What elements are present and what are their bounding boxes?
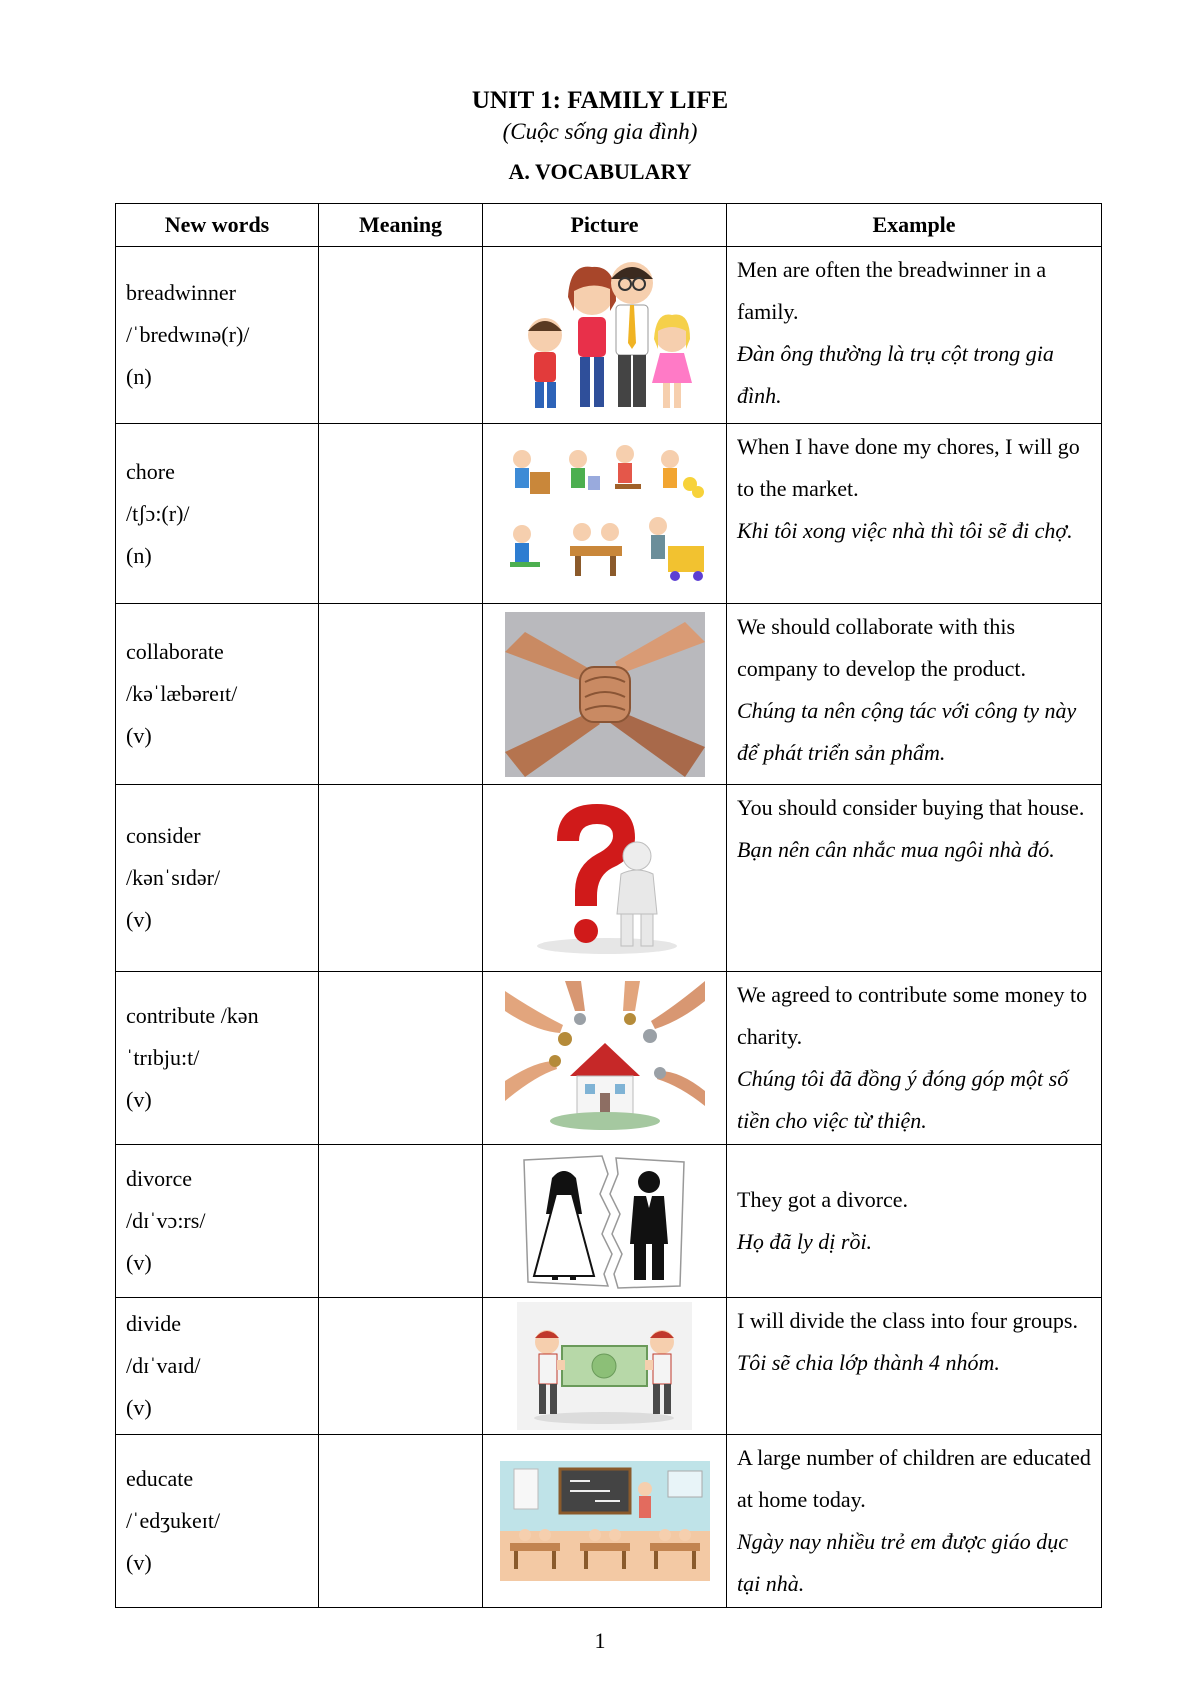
example-cell [727,604,1102,785]
table-row [116,1145,1102,1298]
example-cell [727,972,1102,1145]
table-row [116,604,1102,785]
meaning-cell [319,972,483,1145]
part-of-speech: (v) [126,1395,152,1420]
example-english: They got a divorce. [737,1187,909,1212]
kids-doing-chores-illustration [500,434,710,594]
example-vietnamese: Khi tôi xong việc nhà thì tôi sẽ đi chợ. [737,518,1073,543]
word: consider [126,823,201,848]
meaning-cell [319,424,483,604]
ipa: /kənˈsɪdər/ [126,865,221,890]
page-number: 1 [594,1628,606,1653]
example-english: We should collaborate with this company to develop the product. [737,614,1026,681]
example-cell [727,785,1102,972]
example-cell [727,1435,1102,1608]
part-of-speech: (n) [126,542,152,568]
meaning-cell [319,1145,483,1298]
part-of-speech: (v) [126,1550,152,1575]
new-word-cell [116,1298,319,1435]
ipa: /ˈedʒukeɪt/ [126,1508,221,1533]
new-word-cell [116,1145,319,1298]
word: divorce [126,1166,192,1191]
example-english: When I have done my chores, I will go to the market. [737,434,1080,501]
ipa: /ˈbredwɪnə(r)/ [126,322,250,347]
example-cell [727,1145,1102,1298]
table-row [116,785,1102,972]
page-subtitle: (Cuộc sống gia đình) [502,119,698,144]
example-english: I will divide the class into four groups. [737,1308,1078,1333]
example-cell [727,247,1102,424]
word: divide [126,1311,181,1336]
tug-of-war-money [517,1302,692,1430]
word: chore [126,458,175,484]
word: breadwinner [126,280,236,305]
word: contribute /kən [126,1003,259,1028]
question-mark-figure [517,796,692,961]
picture-cell [483,247,727,424]
document-header [0,86,1200,186]
torn-couple-silhouette [522,1154,687,1289]
example-english: You should consider buying that house. [737,795,1085,820]
section-heading: A. VOCABULARY [508,159,692,184]
picture-cell [483,785,727,972]
new-word-cell [116,972,319,1145]
family-illustration [500,253,710,418]
interlocked-hands-photo [505,612,705,777]
part-of-speech: (n) [126,364,152,389]
example-cell [727,424,1102,604]
part-of-speech: (v) [126,1087,152,1112]
page-title: UNIT 1: FAMILY LIFE [471,87,729,114]
example-vietnamese: Bạn nên cân nhắc mua ngôi nhà đó. [737,837,1055,862]
column-header-new-words: New words [116,204,319,247]
new-word-cell [116,1435,319,1608]
picture-cell [483,424,727,604]
new-word-cell [116,785,319,972]
ipa: /tʃɔ:(r)/ [126,500,190,526]
meaning-cell [319,247,483,424]
classroom-illustration [500,1461,710,1581]
picture-cell [483,972,727,1145]
ipa: /dɪˈvaɪd/ [126,1353,201,1378]
word: educate [126,1466,194,1491]
example-vietnamese: Họ đã ly dị rồi. [737,1229,873,1254]
meaning-cell [319,1435,483,1608]
part-of-speech: (v) [126,1250,152,1275]
ipa: /dɪˈvɔ:rs/ [126,1208,206,1233]
word: collaborate [126,639,224,664]
example-english: A large number of children are educated at home today. [737,1445,1091,1512]
meaning-cell [319,1298,483,1435]
example-vietnamese: Đàn ông thường là trụ cột trong gia đình. [737,341,1054,408]
table-header-row [116,204,1102,247]
part-of-speech: (v) [126,907,152,932]
part-of-speech: (v) [126,723,152,748]
picture-cell [483,1298,727,1435]
table-row [116,1298,1102,1435]
ipa: ˈtrɪbju:t/ [126,1045,200,1070]
meaning-cell [319,785,483,972]
picture-cell [483,1145,727,1298]
example-cell [727,1298,1102,1435]
example-vietnamese: Tôi sẽ chia lớp thành 4 nhóm. [737,1350,1000,1375]
picture-cell [483,1435,727,1608]
table-row [116,972,1102,1145]
new-word-cell [116,247,319,424]
new-word-cell [116,424,319,604]
new-word-cell [116,604,319,785]
table-row [116,424,1102,604]
example-english: Men are often the breadwinner in a family. [737,257,1047,324]
picture-cell [483,604,727,785]
column-header-example: Example [727,204,1102,247]
ipa: /kəˈlæbəreɪt/ [126,681,238,706]
hands-coins-house-photo [505,981,705,1136]
example-vietnamese: Ngày nay nhiều trẻ em được giáo dục tại nhà. [737,1529,1069,1596]
meaning-cell [319,604,483,785]
example-vietnamese: Chúng tôi đã đồng ý đóng góp một số tiền cho việc từ thiện. [737,1066,1069,1133]
table-row [116,1435,1102,1608]
column-header-picture: Picture [483,204,727,247]
vocabulary-table [115,203,1102,1608]
example-english: We agreed to contribute some money to charity. [737,982,1088,1049]
example-vietnamese: Chúng ta nên cộng tác với công ty này để phát triển sản phẩm. [737,698,1077,765]
table-row [116,247,1102,424]
column-header-meaning: Meaning [319,204,483,247]
